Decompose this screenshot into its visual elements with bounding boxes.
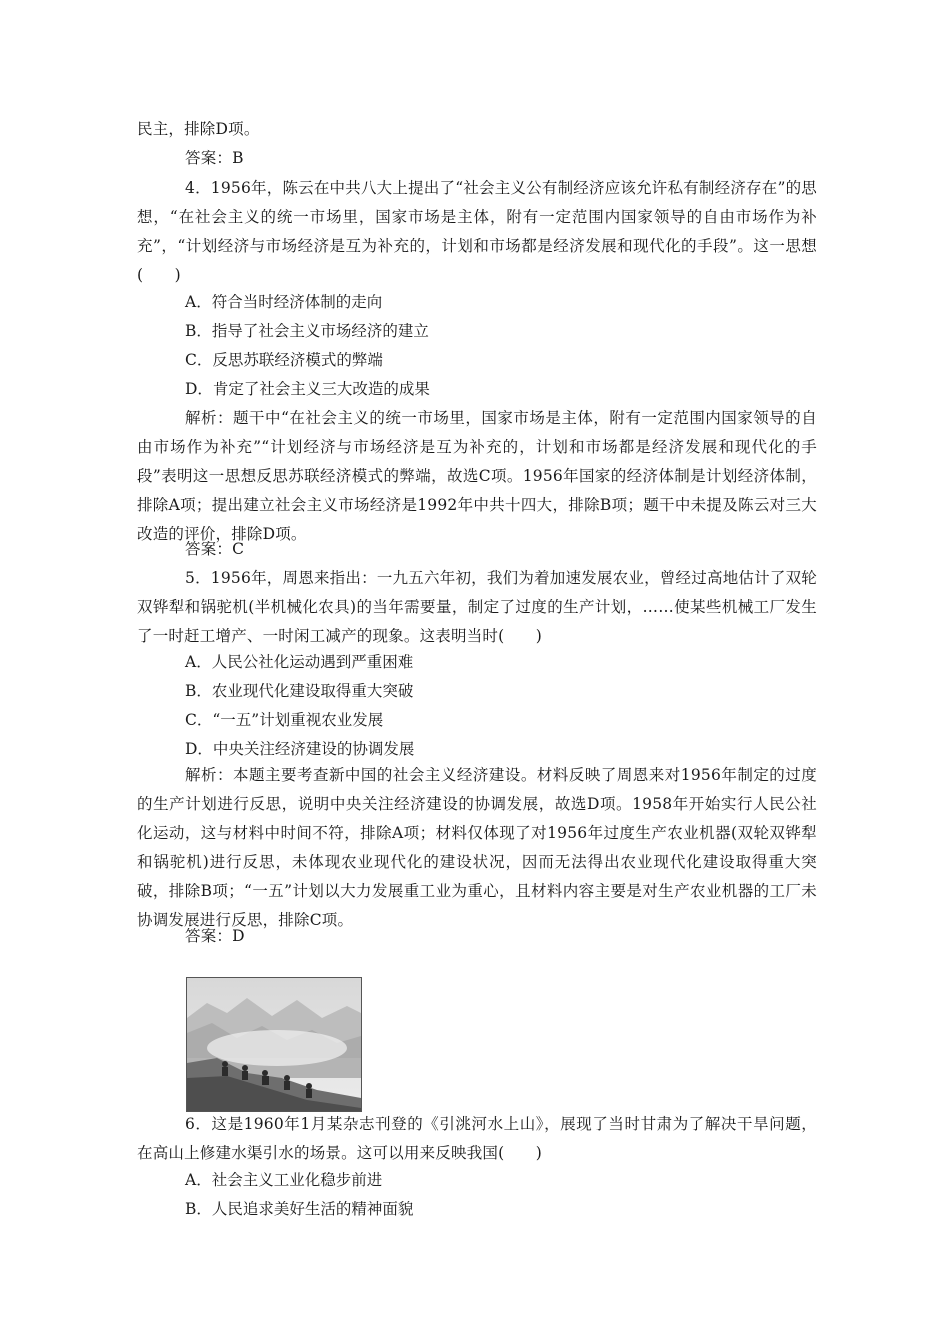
prev-analysis-tail: 民主，排除D项。 bbox=[137, 120, 260, 138]
answer-5: 答案：D bbox=[185, 927, 245, 945]
question-4-stem: 4．1956年，陈云在中共八大上提出了“社会主义公有制经济应该允许私有制经济存在”的思想，“在社会主义的统一市场里，国家市场是主体，附有一定范围内国家领导的自由市场作为补充”，“计划经济与市场经济是互为补充的，计划和市场都是经济发展和现代化的手段”。这一思想( ) bbox=[137, 179, 817, 284]
question-4-option-d: D．肯定了社会主义三大改造的成果 bbox=[185, 380, 430, 398]
question-5-option-a: A．人民公社化运动遇到严重困难 bbox=[185, 653, 414, 671]
question-5-option-b: B．农业现代化建设取得重大突破 bbox=[185, 682, 414, 700]
answer-3: 答案：B bbox=[185, 149, 244, 167]
question-6-option-a: A．社会主义工业化稳步前进 bbox=[185, 1171, 383, 1189]
question-5-stem: 5．1956年，周恩来指出：一九五六年初，我们为着加速发展农业，曾经过高地估计了双轮双铧犁和锅驼机(半机械化农具)的当年需要量，制定了过度的生产计划，……使某些机械工厂发生了一时赶工增产、一时闲工减产的现象。这表明当时( ) bbox=[137, 569, 817, 645]
question-5-option-c: C．“一五”计划重视农业发展 bbox=[185, 711, 384, 729]
question-6-stem: 6．这是1960年1月某杂志刊登的《引洮河水上山》，展现了当时甘肃为了解决干旱问题，在高山上修建水渠引水的场景。这可以用来反映我国( ) bbox=[137, 1115, 817, 1162]
question-4-option-a: A．符合当时经济体制的走向 bbox=[185, 293, 383, 311]
answer-4: 答案：C bbox=[185, 540, 245, 558]
question-4-option-b: B．指导了社会主义市场经济的建立 bbox=[185, 322, 429, 340]
mountain-workers-photo bbox=[186, 977, 362, 1112]
question-4-option-c: C．反思苏联经济模式的弊端 bbox=[185, 351, 383, 369]
question-6-option-b: B．人民追求美好生活的精神面貌 bbox=[185, 1200, 414, 1218]
question-5-analysis: 解析：本题主要考查新中国的社会主义经济建设。材料反映了周恩来对1956年制定的过度的生产计划进行反思，说明中央关注经济建设的协调发展，故选D项。1958年开始实行人民公社化运动，这与材料中时间不符，排除A项；材料仅体现了对1956年过度生产农业机器(双轮双铧犁和锅驼机)进行反思，未体现农业现代化的建设状况，因而无法得出农业现代化建设取得重大突破，排除B项；“一五”计划以大力发展重工业为重心，且材料内容主要是对生产农业机器的工厂未协调发展进行反思，排除C项。 bbox=[137, 766, 817, 929]
question-5-option-d: D．中央关注经济建设的协调发展 bbox=[185, 740, 415, 758]
question-4-analysis: 解析：题干中“在社会主义的统一市场里，国家市场是主体，附有一定范围内国家领导的自由市场作为补充”“计划经济与市场经济是互为补充的，计划和市场都是经济发展和现代化的手段”表明这一思想反思苏联经济模式的弊端，故选C项。1956年国家的经济体制是计划经济体制，排除A项；提出建立社会主义市场经济是1992年中共十四大，排除B项；题干中未提及陈云对三大改造的评价，排除D项。 bbox=[137, 409, 817, 543]
